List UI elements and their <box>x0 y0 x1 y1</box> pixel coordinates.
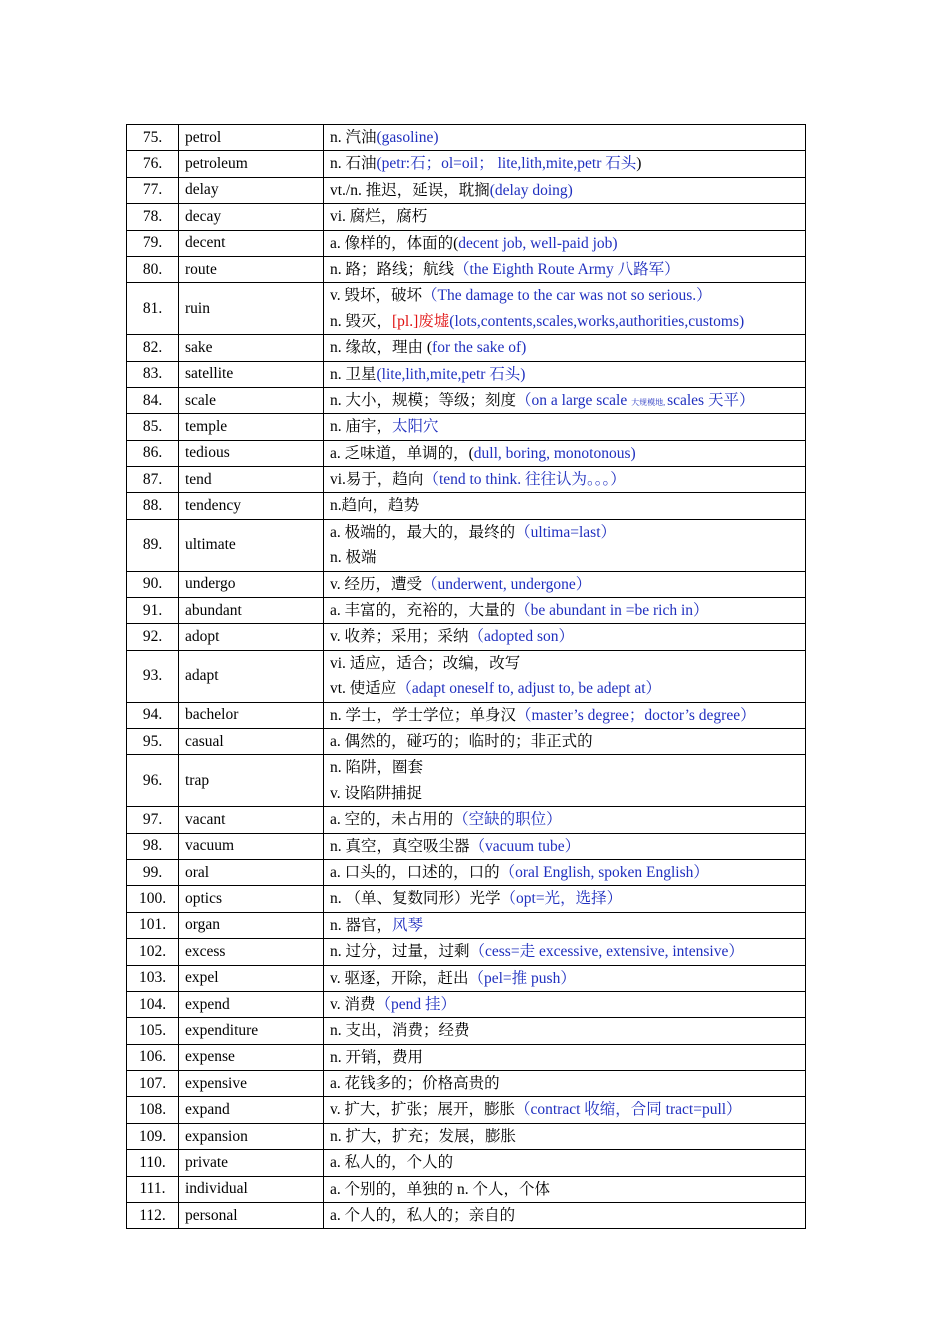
table-row <box>127 1150 806 1176</box>
entry-word: decent <box>179 230 324 256</box>
entry-number: 86. <box>127 440 179 466</box>
entry-word: organ <box>179 912 324 938</box>
entry-word: bachelor <box>179 702 324 728</box>
definition-note: （oral English, spoken English） <box>499 863 709 881</box>
definition-note: （vacuum tube） <box>469 837 581 855</box>
definition-note: （master’s degree；doctor’s degree） <box>516 706 756 724</box>
entry-definition <box>324 807 806 833</box>
definition-note: (gasoline) <box>376 129 439 146</box>
entry-definition <box>324 283 806 335</box>
entry-definition <box>324 1176 806 1202</box>
definition-line <box>330 388 799 413</box>
definition-line <box>330 1097 799 1122</box>
entry-definition <box>324 912 806 938</box>
definition-note: （cess=走 excessive, extensive, intensive） <box>469 943 744 961</box>
entry-number: 77. <box>127 177 179 203</box>
definition-text: vt./n. 推迟，延误，耽搁 <box>330 181 490 199</box>
table-row <box>127 886 806 912</box>
entry-word: adopt <box>179 624 324 650</box>
definition-text: n. 极端 <box>330 549 377 567</box>
entry-word: petrol <box>179 125 324 151</box>
entry-definition <box>324 833 806 859</box>
definition-line <box>330 441 799 466</box>
entry-number: 103. <box>127 965 179 991</box>
definition-text: n. 支出，消费；经费 <box>330 1022 470 1040</box>
table-row <box>127 440 806 466</box>
table-row <box>127 939 806 965</box>
definition-line <box>330 703 799 728</box>
definition-line <box>330 676 799 701</box>
entry-definition <box>324 1044 806 1070</box>
definition-line <box>330 1177 799 1202</box>
entry-number: 110. <box>127 1150 179 1176</box>
entry-definition <box>324 1097 806 1123</box>
table-row <box>127 624 806 650</box>
table-row <box>127 519 806 571</box>
entry-definition <box>324 493 806 519</box>
entry-word: expel <box>179 965 324 991</box>
definition-text: vi. 腐烂，腐朽 <box>330 208 428 226</box>
entry-number: 94. <box>127 702 179 728</box>
table-row <box>127 151 806 177</box>
definition-text: v. 经历，遭受 <box>330 575 422 593</box>
entry-number: 76. <box>127 151 179 177</box>
entry-number: 97. <box>127 807 179 833</box>
entry-definition <box>324 571 806 597</box>
entry-number: 90. <box>127 571 179 597</box>
entry-number: 89. <box>127 519 179 571</box>
entry-definition <box>324 965 806 991</box>
table-row <box>127 1044 806 1070</box>
definition-line <box>330 992 799 1017</box>
table-row <box>127 912 806 938</box>
entry-definition <box>324 177 806 203</box>
definition-line <box>330 178 799 203</box>
entry-definition <box>324 335 806 361</box>
entry-number: 108. <box>127 1097 179 1123</box>
entry-number: 100. <box>127 886 179 912</box>
entry-word: adapt <box>179 650 324 702</box>
entry-definition <box>324 702 806 728</box>
definition-line <box>330 966 799 991</box>
definition-text: a. 口头的，口述的，口的 <box>330 863 500 881</box>
entry-word: scale <box>179 387 324 413</box>
definition-note: （underwent, undergone） <box>422 575 592 593</box>
definition-text: n. 陷阱，圈套 <box>330 759 424 777</box>
definition-text: n. 缘故，理由 ( <box>330 339 433 357</box>
definition-text: ) <box>636 155 642 173</box>
definition-line <box>330 467 799 492</box>
entry-number: 112. <box>127 1203 179 1229</box>
definition-text: v. 扩大，扩张；展开，膨胀 <box>330 1101 515 1119</box>
definition-note: （opt=光，选择） <box>500 890 623 908</box>
entry-word: expend <box>179 991 324 1017</box>
definition-text: vi. 适应，适合；改编，改写 <box>330 654 521 672</box>
entry-definition <box>324 230 806 256</box>
table-row <box>127 125 806 151</box>
definition-line <box>330 807 799 832</box>
table-row <box>127 1203 806 1229</box>
definition-text: n. 过分，过量，过剩 <box>330 943 470 961</box>
definition-note: （空缺的职位） <box>453 811 562 829</box>
definition-text: vi.易于，趋向 <box>330 471 424 489</box>
definition-note: dull, boring, monotonous) <box>473 444 636 462</box>
definition-text: a. 个人的，私人的；亲自的 <box>330 1207 516 1225</box>
definition-note: for the sake of) <box>432 339 527 357</box>
definition-text: n. 学士，学士学位；单身汉 <box>330 706 517 724</box>
definition-text: n. 真空，真空吸尘器 <box>330 837 470 855</box>
entry-word: delay <box>179 177 324 203</box>
definition-line <box>330 1018 799 1043</box>
definition-note: (lots,contents,scales,works,authorities,customs) <box>449 312 745 330</box>
entry-number: 99. <box>127 859 179 885</box>
entry-number: 87. <box>127 467 179 493</box>
table-row <box>127 467 806 493</box>
entry-word: undergo <box>179 571 324 597</box>
definition-line <box>330 1071 799 1096</box>
definition-line <box>330 414 799 439</box>
definition-note: （adapt oneself to, adjust to, be adept at） <box>396 680 662 698</box>
entry-word: expansion <box>179 1123 324 1149</box>
entry-word: optics <box>179 886 324 912</box>
table-row <box>127 991 806 1017</box>
table-row <box>127 414 806 440</box>
entry-number: 98. <box>127 833 179 859</box>
entry-number: 107. <box>127 1071 179 1097</box>
entry-word: decay <box>179 204 324 230</box>
entry-definition <box>324 886 806 912</box>
definition-text: v. 收养；采用；采纳 <box>330 628 469 646</box>
table-row <box>127 965 806 991</box>
entry-number: 102. <box>127 939 179 965</box>
entry-definition <box>324 467 806 493</box>
table-row <box>127 256 806 282</box>
entry-definition <box>324 728 806 754</box>
entry-number: 104. <box>127 991 179 1017</box>
definition-text: n. 石油 <box>330 155 377 173</box>
definition-note: （adopted son） <box>468 628 574 646</box>
definition-line <box>330 257 799 282</box>
vocabulary-table <box>126 124 806 1229</box>
definition-note: （be abundant in =be rich in） <box>515 602 709 620</box>
entry-definition <box>324 939 806 965</box>
entry-definition <box>324 361 806 387</box>
entry-definition <box>324 125 806 151</box>
entry-definition <box>324 414 806 440</box>
entry-number: 92. <box>127 624 179 650</box>
entry-word: tendency <box>179 493 324 519</box>
definition-text: v. 消费 <box>330 995 376 1013</box>
entry-definition <box>324 1203 806 1229</box>
definition-text: n. 毁灭， <box>330 312 393 330</box>
definition-line <box>330 860 799 885</box>
definition-text: a. 丰富的，充裕的，大量的 <box>330 602 516 620</box>
definition-line <box>330 572 799 597</box>
definition-note: （the Eighth Route Army 八路军） <box>454 260 680 278</box>
definition-note: scales 天平） <box>667 391 755 409</box>
definition-note: （tend to think. 往往认为。。。） <box>423 471 626 489</box>
definition-note: (lite,lith,mite,petr 石头) <box>376 365 526 383</box>
entry-number: 85. <box>127 414 179 440</box>
entry-number: 84. <box>127 387 179 413</box>
entry-number: 101. <box>127 912 179 938</box>
entry-number: 95. <box>127 728 179 754</box>
definition-text: a. 空的，未占用的 <box>330 811 454 829</box>
entry-definition <box>324 1018 806 1044</box>
table-row <box>127 571 806 597</box>
definition-note: 大规模地, <box>631 397 668 407</box>
definition-line <box>330 729 799 754</box>
entry-word: sake <box>179 335 324 361</box>
table-row <box>127 1176 806 1202</box>
definition-line <box>330 1045 799 1070</box>
definition-text: n. 大小，规模；等级；刻度 <box>330 391 517 409</box>
definition-line <box>330 939 799 964</box>
entry-number: 106. <box>127 1044 179 1070</box>
entry-number: 93. <box>127 650 179 702</box>
definition-line <box>330 125 799 150</box>
entry-word: satellite <box>179 361 324 387</box>
entry-definition <box>324 1150 806 1176</box>
table-row <box>127 204 806 230</box>
definition-text: v. 毁坏，破坏 <box>330 287 422 305</box>
entry-definition <box>324 204 806 230</box>
entry-word: expand <box>179 1097 324 1123</box>
entry-word: excess <box>179 939 324 965</box>
table-row <box>127 728 806 754</box>
definition-line <box>330 335 799 360</box>
definition-highlight: [pl.]废墟 <box>392 312 450 330</box>
definition-line <box>330 624 799 649</box>
entry-word: ultimate <box>179 519 324 571</box>
entry-definition <box>324 151 806 177</box>
table-row <box>127 1123 806 1149</box>
entry-word: temple <box>179 414 324 440</box>
entry-definition <box>324 624 806 650</box>
entry-word: expense <box>179 1044 324 1070</box>
vocabulary-table-body <box>127 125 806 1229</box>
entry-word: ruin <box>179 283 324 335</box>
table-row <box>127 702 806 728</box>
entry-number: 81. <box>127 283 179 335</box>
definition-text: a. 乏味道，单调的，( <box>330 444 474 462</box>
entry-word: expenditure <box>179 1018 324 1044</box>
definition-text: a. 极端的，最大的，最终的 <box>330 523 516 541</box>
definition-note: （ultima=last） <box>515 523 617 541</box>
entry-word: vacant <box>179 807 324 833</box>
definition-text: a. 像样的，体面的( <box>330 234 459 252</box>
definition-note: （pel=推 push） <box>468 969 576 987</box>
entry-number: 105. <box>127 1018 179 1044</box>
entry-number: 80. <box>127 256 179 282</box>
entry-number: 78. <box>127 204 179 230</box>
definition-line <box>330 651 799 676</box>
entry-definition <box>324 1123 806 1149</box>
definition-text: n. 路；路线；航线 <box>330 260 455 278</box>
table-row <box>127 493 806 519</box>
definition-text: n. 器官， <box>330 916 393 934</box>
entry-number: 109. <box>127 1123 179 1149</box>
entry-word: casual <box>179 728 324 754</box>
definition-text: n. 汽油 <box>330 129 377 146</box>
definition-note: 风琴 <box>392 916 424 934</box>
entry-word: oral <box>179 859 324 885</box>
definition-text: a. 个别的，单独的 n. 个人，个体 <box>330 1180 551 1198</box>
definition-line <box>330 283 799 308</box>
entry-word: trap <box>179 755 324 807</box>
entry-definition <box>324 598 806 624</box>
entry-number: 111. <box>127 1176 179 1202</box>
definition-text: a. 私人的，个人的 <box>330 1154 454 1172</box>
table-row <box>127 1097 806 1123</box>
table-row <box>127 1018 806 1044</box>
definition-text: v. 驱逐，开除，赶出 <box>330 969 469 987</box>
definition-line <box>330 1150 799 1175</box>
table-row <box>127 807 806 833</box>
definition-line <box>330 204 799 229</box>
entry-definition <box>324 387 806 413</box>
definition-text: a. 偶然的，碰巧的；临时的；非正式的 <box>330 732 593 750</box>
definition-line <box>330 755 799 780</box>
definition-line <box>330 1124 799 1149</box>
entry-definition <box>324 650 806 702</box>
definition-note: decent job, well-paid job) <box>458 234 618 252</box>
entry-word: personal <box>179 1203 324 1229</box>
definition-note: (petr:石；ol=oil； lite,lith,mite,petr 石头 <box>376 155 637 173</box>
definition-text: v. 设陷阱捕捉 <box>330 784 422 802</box>
entry-definition <box>324 991 806 1017</box>
definition-note: （pend 挂） <box>375 995 457 1013</box>
entry-definition <box>324 859 806 885</box>
table-row <box>127 283 806 335</box>
definition-line <box>330 309 799 334</box>
definition-line <box>330 231 799 256</box>
definition-line <box>330 493 799 518</box>
entry-word: route <box>179 256 324 282</box>
table-row <box>127 177 806 203</box>
definition-line <box>330 781 799 806</box>
entry-word: individual <box>179 1176 324 1202</box>
definition-line <box>330 362 799 387</box>
entry-number: 83. <box>127 361 179 387</box>
entry-word: abundant <box>179 598 324 624</box>
table-row <box>127 387 806 413</box>
definition-text: n. 庙宇， <box>330 418 393 436</box>
table-row <box>127 230 806 256</box>
definition-text: n. （单、复数同形）光学 <box>330 890 501 908</box>
definition-line <box>330 886 799 911</box>
definition-line <box>330 913 799 938</box>
entry-word: tedious <box>179 440 324 466</box>
entry-number: 96. <box>127 755 179 807</box>
entry-number: 91. <box>127 598 179 624</box>
definition-text: vt. 使适应 <box>330 680 397 698</box>
definition-line <box>330 520 799 545</box>
table-row <box>127 335 806 361</box>
table-row <box>127 650 806 702</box>
definition-line <box>330 598 799 623</box>
entry-word: expensive <box>179 1071 324 1097</box>
entry-word: private <box>179 1150 324 1176</box>
definition-text: n.趋向，趋势 <box>330 497 420 515</box>
table-row <box>127 755 806 807</box>
definition-note: (delay doing) <box>489 181 573 199</box>
definition-text: n. 卫星 <box>330 365 377 383</box>
entry-number: 79. <box>127 230 179 256</box>
definition-line <box>330 151 799 176</box>
table-row <box>127 1071 806 1097</box>
entry-number: 88. <box>127 493 179 519</box>
definition-text: a. 花钱多的；价格高贵的 <box>330 1075 500 1093</box>
table-row <box>127 361 806 387</box>
definition-note: 太阳穴 <box>392 418 439 436</box>
entry-definition <box>324 755 806 807</box>
definition-note: （on a large scale <box>516 391 632 409</box>
table-row <box>127 598 806 624</box>
definition-text: n. 扩大，扩充；发展，膨胀 <box>330 1127 517 1145</box>
table-row <box>127 833 806 859</box>
entry-word: petroleum <box>179 151 324 177</box>
entry-definition <box>324 440 806 466</box>
definition-line <box>330 545 799 570</box>
definition-line <box>330 834 799 859</box>
entry-number: 82. <box>127 335 179 361</box>
entry-word: tend <box>179 467 324 493</box>
table-row <box>127 859 806 885</box>
definition-text: n. 开销，费用 <box>330 1048 424 1066</box>
definition-note: （contract 收缩，合同 tract=pull） <box>515 1101 742 1119</box>
entry-definition <box>324 1071 806 1097</box>
entry-word: vacuum <box>179 833 324 859</box>
definition-note: （The damage to the car was not so serious.） <box>422 287 712 305</box>
entry-definition <box>324 519 806 571</box>
entry-definition <box>324 256 806 282</box>
entry-number: 75. <box>127 125 179 151</box>
definition-line <box>330 1203 799 1228</box>
